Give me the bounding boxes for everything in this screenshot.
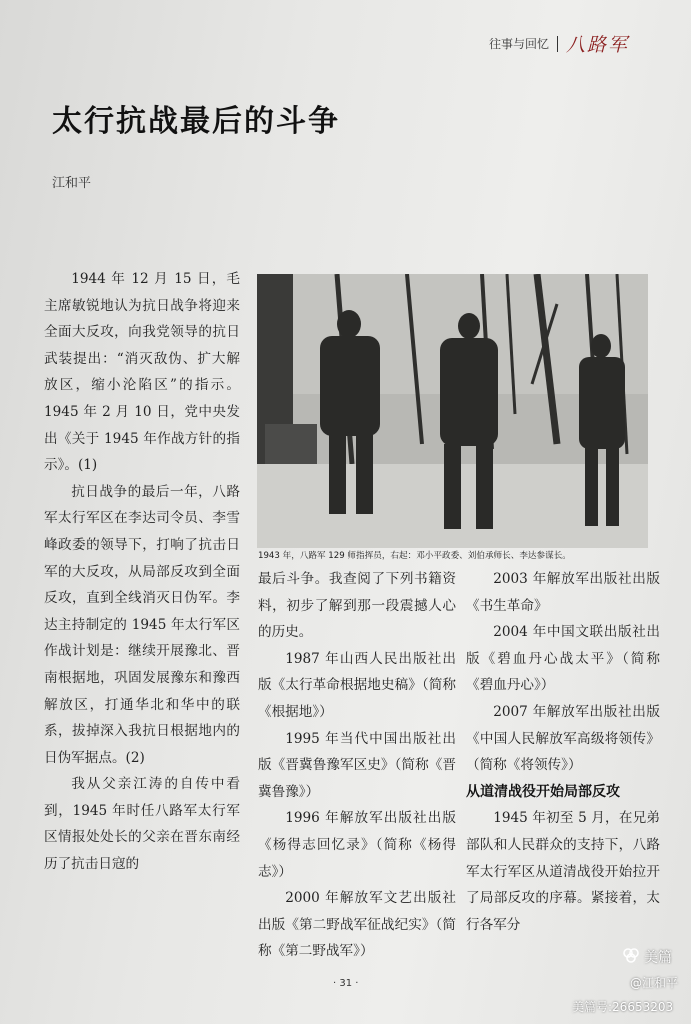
watermark-brand-text: 美篇: [644, 950, 672, 966]
reference-item: 2000 年解放军文艺出版社出版《第二野战军征战纪实》（简称《第二野战军》）: [258, 890, 456, 960]
paragraph: 1944 年 12 月 15 日，毛主席敏锐地认为抗日战争将迎来全面大反攻，向我党领导的抗日武装提出：“消灭敌伪、扩大解放区，缩小沦陷区”的指示。1945 年 2 月 10 日，党中央发出《关于 1945 年作战方针的指示》。(1): [44, 271, 240, 474]
paragraph: 抗日战争的最后一年，八路军太行军区在李达司令员、李雪峰政委的领导下，打响了抗击日军的大反攻，从局部反攻到全面反攻，直到全线消灭日伪军。李达主持制定的 1945 年太行军区作战计划是：继续开展豫北、晋南根据地，巩固发展豫东和豫西解放区，打通华北和华中的联系，拔掉深入我抗日根据地内的日伪军据点。(2): [44, 483, 240, 766]
article-author: 江和平: [52, 176, 92, 191]
article-title: 太行抗战最后的斗争: [52, 104, 340, 139]
photo-caption: 1943 年，八路军 129 师指挥员，右起：邓小平政委、刘伯承师长、李达参谋长。: [258, 551, 571, 561]
text-column-2: [258, 566, 456, 965]
watermark-user: @江和平: [630, 976, 679, 990]
watermark-id: 美篇号:26653203: [572, 1000, 674, 1014]
paragraph: 1945 年初至 5 月，在兄弟部队和人民群众的支持下，八路军太行军区从道清战役开始拉开了局部反攻的序幕。紧接着，太行各军分: [466, 810, 660, 933]
magazine-logo: 八路军: [565, 34, 629, 56]
page-number: · 31 ·: [333, 978, 359, 989]
section-subheading: 从道清战役开始局部反攻: [466, 783, 620, 800]
reference-item: 1996 年解放军出版社出版《杨得志回忆录》（简称《杨得志》）: [258, 810, 456, 880]
reference-item: 2003 年解放军出版社出版《书生革命》: [466, 571, 660, 614]
meipian-logo-icon: [622, 946, 640, 968]
historical-photo: [257, 274, 648, 548]
section-label: 往事与回忆: [488, 37, 549, 51]
reference-item: 1995 年当代中国出版社出版《晋冀鲁豫军区史》（简称《晋冀鲁豫》）: [258, 730, 456, 800]
reference-item: 2004 年中国文联出版社出版《碧血丹心战太平》（简称《碧血丹心》）: [466, 624, 660, 694]
paragraph: 最后斗争。我查阅了下列书籍资料，初步了解到那一段震撼人心的历史。: [258, 571, 456, 641]
reference-item: 1987 年山西人民出版社出版《太行革命根据地史稿》（简称《根据地》）: [258, 650, 456, 720]
paragraph: 我从父亲江涛的自传中看到，1945 年时任八路军太行军区情报处处长的父亲在晋东南经历了抗击日寇的: [44, 776, 240, 873]
text-column-1: [44, 266, 240, 878]
header-divider: [557, 36, 558, 52]
page-header: [489, 30, 629, 57]
reference-item: 2007 年解放军出版社出版《中国人民解放军高级将领传》（简称《将领传》）: [466, 703, 660, 774]
watermark-brand: [622, 946, 672, 968]
photo-illustration: [257, 274, 648, 548]
text-column-3: [466, 566, 660, 938]
